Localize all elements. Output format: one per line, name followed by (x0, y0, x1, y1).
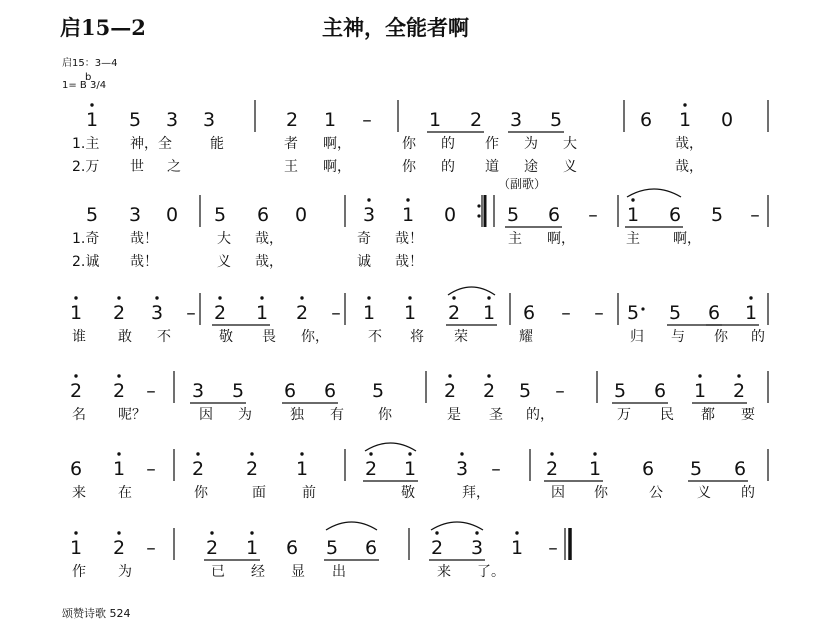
lyric-syllable: 显 (291, 564, 305, 580)
lyric-syllable: 将 (410, 329, 424, 345)
octave-dot (369, 452, 372, 455)
octave-dot (631, 198, 634, 201)
octave-dot (408, 452, 411, 455)
note: 1 (295, 458, 309, 480)
lyric-syllable: 啊， (323, 159, 351, 175)
lyric-syllable: 奇 (357, 231, 371, 247)
note: 1 (428, 109, 442, 131)
staff-system (70, 449, 768, 501)
lyric-syllable: 哉， (255, 254, 283, 270)
note: – (146, 458, 156, 480)
lyric-syllable: 哉！ (130, 231, 158, 247)
octave-dot (155, 296, 158, 299)
octave-dot (117, 374, 120, 377)
lyric-syllable: 面 (252, 485, 266, 501)
lyric-syllable: 已 (211, 564, 225, 580)
lyric-syllable: 来 (72, 485, 86, 501)
source-note: 颂赞诗歌 524 (62, 607, 131, 620)
note: 5 (613, 380, 627, 402)
note: 5 (128, 109, 142, 131)
lyric-syllable: 哉， (255, 231, 283, 247)
staff-system (70, 371, 768, 423)
note: 0 (443, 204, 457, 226)
chorus-label: （副歌） (498, 177, 547, 191)
note: 1 (403, 302, 417, 324)
note: 3 (128, 204, 142, 226)
note: 0 (165, 204, 179, 226)
slur (627, 189, 681, 197)
lyric-syllable: 义 (217, 254, 231, 270)
note: 1 (245, 537, 259, 559)
lyric-syllable: 公 (649, 485, 663, 501)
lyric-syllable: 为 (524, 136, 538, 152)
note: 6 (639, 109, 653, 131)
octave-dot (435, 531, 438, 534)
lyric-syllable: 为 (118, 564, 132, 580)
note: 5 (689, 458, 703, 480)
lyric-syllable: 万 (617, 407, 631, 423)
note: 3 (191, 380, 205, 402)
note: 2 (205, 537, 219, 559)
octave-dot (74, 296, 77, 299)
lyric-syllable: 不 (157, 329, 171, 345)
lyric-syllable: 在 (118, 485, 132, 501)
note: – (555, 380, 565, 402)
note: 6 (283, 380, 297, 402)
lyric-syllable: 主 (508, 231, 522, 247)
octave-dot (218, 296, 221, 299)
lyric-syllable: 能 (210, 136, 224, 152)
note: 5 (213, 204, 227, 226)
octave-dot (117, 296, 120, 299)
lyric-syllable: 独 (290, 407, 304, 423)
note: 5 (371, 380, 385, 402)
lyric-syllable: 与 (671, 329, 685, 345)
lyric-syllable: 你， (301, 329, 329, 345)
hymn-number: 启15—2 (60, 15, 146, 40)
note: 3 (455, 458, 469, 480)
lyric-syllable: 的 (751, 329, 765, 345)
octave-dot (515, 531, 518, 534)
octave-dot (117, 531, 120, 534)
lyric-syllable: 敬 (219, 329, 233, 345)
lyric-syllable: 哉！ (395, 254, 423, 270)
octave-dot (117, 452, 120, 455)
lyric-syllable: 大 (563, 136, 577, 152)
octave-dot (452, 296, 455, 299)
note: 1 (693, 380, 707, 402)
lyric-syllable: 不 (368, 329, 382, 345)
octave-dot (250, 531, 253, 534)
lyric-syllable: 作 (485, 136, 499, 152)
note: 6 (641, 458, 655, 480)
note: – (186, 302, 196, 324)
note: 1 (678, 109, 692, 131)
lyric-syllable: 敢 (118, 329, 132, 345)
note: 0 (720, 109, 734, 131)
note: 6 (522, 302, 536, 324)
octave-dot (210, 531, 213, 534)
lyric-syllable: 1.奇 (72, 231, 100, 247)
note: 2 (732, 380, 746, 402)
note: – (491, 458, 501, 480)
lyric-syllable: 来 (437, 564, 451, 580)
repeat-dot (477, 214, 480, 217)
lyric-syllable: 的 (441, 159, 455, 175)
staff-system (72, 100, 768, 175)
note: 3 (202, 109, 216, 131)
note: 2 (482, 380, 496, 402)
octave-dot (260, 296, 263, 299)
lyric-syllable: 拜， (462, 485, 490, 501)
lyric-syllable: 2.万 (72, 159, 100, 175)
octave-dot (749, 296, 752, 299)
lyric-syllable: 作 (72, 564, 86, 580)
note: 6 (707, 302, 721, 324)
lyric-syllable: 啊， (323, 136, 351, 152)
octave-dot (448, 374, 451, 377)
note: 6 (323, 380, 337, 402)
lyric-syllable: 你 (594, 485, 608, 501)
note: 2 (112, 380, 126, 402)
octave-dot (460, 452, 463, 455)
lyric-syllable: 哉！ (130, 254, 158, 270)
octave-dot (550, 452, 553, 455)
note: 2 (469, 109, 483, 131)
note: 5 (325, 537, 339, 559)
lyric-syllable: 者 (284, 136, 298, 152)
key-signature: 1= B 3/4 (62, 80, 107, 91)
note: 2 (112, 537, 126, 559)
slur (326, 522, 377, 530)
note: – (362, 109, 372, 131)
lyric-syllable: 的 (441, 136, 455, 152)
note: 5 (626, 302, 640, 324)
note: – (561, 302, 571, 324)
lyric-syllable: 义 (563, 159, 577, 175)
lyric-syllable: 哉！ (395, 231, 423, 247)
lyric-syllable: 大 (217, 231, 231, 247)
key-flat-sign: b (85, 72, 92, 83)
note: 6 (69, 458, 83, 480)
octave-dot (683, 103, 686, 106)
note: 3 (362, 204, 376, 226)
note: 1 (362, 302, 376, 324)
note: 1 (401, 204, 415, 226)
lyric-syllable: 世 (130, 159, 144, 175)
lyric-syllable: 谁 (72, 329, 86, 345)
note: 5 (518, 380, 532, 402)
lyric-syllable: 前 (302, 485, 316, 501)
octave-dot (475, 531, 478, 534)
lyric-syllable: 经 (251, 564, 265, 580)
octave-dot (406, 198, 409, 201)
octave-dot (300, 452, 303, 455)
note: 2 (430, 537, 444, 559)
note: 3 (509, 109, 523, 131)
note: – (331, 302, 341, 324)
slur (448, 287, 495, 295)
lyric-syllable: 圣 (489, 407, 503, 423)
lyric-syllable: 荣 (454, 329, 468, 345)
note: 1 (85, 109, 99, 131)
note: 2 (245, 458, 259, 480)
octave-dot (367, 296, 370, 299)
lyric-syllable: 你 (402, 159, 416, 175)
octave-dot (698, 374, 701, 377)
lyric-syllable: 有 (330, 407, 344, 423)
note: 1 (112, 458, 126, 480)
note: 1 (588, 458, 602, 480)
lyric-syllable: 途 (524, 159, 538, 175)
note: 5 (506, 204, 520, 226)
note: 1 (626, 204, 640, 226)
note: – (548, 537, 558, 559)
octave-dot (300, 296, 303, 299)
note: 2 (295, 302, 309, 324)
lyric-syllable: 哉， (675, 159, 703, 175)
note: 2 (213, 302, 227, 324)
note: 3 (470, 537, 484, 559)
note: 3 (165, 109, 179, 131)
octave-dot (487, 296, 490, 299)
lyric-syllable: 啊， (673, 231, 701, 247)
note: 1 (323, 109, 337, 131)
lyric-syllable: 了。 (477, 564, 505, 580)
note: 6 (653, 380, 667, 402)
lyric-syllable: 哉， (675, 136, 703, 152)
octave-dot (737, 374, 740, 377)
note: 1 (69, 537, 83, 559)
lyric-syllable: 你 (194, 485, 208, 501)
note: 2 (191, 458, 205, 480)
note: 2 (285, 109, 299, 131)
augmentation-dot (641, 307, 644, 310)
note: 1 (69, 302, 83, 324)
lyric-syllable: 你 (714, 329, 728, 345)
slur (365, 443, 416, 451)
lyric-syllable: 耀 (519, 329, 533, 345)
note: – (750, 204, 760, 226)
note: – (146, 537, 156, 559)
octave-dot (487, 374, 490, 377)
lyric-syllable: 主 (626, 231, 640, 247)
note: 1 (482, 302, 496, 324)
slur (431, 522, 483, 530)
lyric-syllable: 王 (284, 159, 298, 175)
note: 2 (545, 458, 559, 480)
lyric-syllable: 道 (485, 159, 499, 175)
note: – (594, 302, 604, 324)
lyric-syllable: 要 (741, 407, 755, 423)
staff-system (72, 177, 768, 270)
note: 2 (69, 380, 83, 402)
note: 5 (231, 380, 245, 402)
staff-system (70, 293, 768, 345)
note: 6 (668, 204, 682, 226)
octave-dot (74, 374, 77, 377)
lyric-syllable: 诚 (357, 254, 371, 270)
note: 5 (549, 109, 563, 131)
lyric-syllable: 敬 (401, 485, 415, 501)
lyric-syllable: 你 (402, 136, 416, 152)
note: 2 (364, 458, 378, 480)
lyric-syllable: 是 (447, 407, 461, 423)
lyric-syllable: 都 (701, 407, 715, 423)
lyric-syllable: 的， (526, 407, 554, 423)
lyric-syllable: 民 (660, 407, 674, 423)
octave-dot (250, 452, 253, 455)
lyric-syllable: 啊， (547, 231, 575, 247)
staff-system (70, 528, 570, 580)
octave-dot (196, 452, 199, 455)
note: 6 (547, 204, 561, 226)
note: 1 (255, 302, 269, 324)
lyric-syllable: 因 (551, 485, 565, 501)
octave-dot (593, 452, 596, 455)
lyric-syllable: 神，全 (130, 136, 172, 152)
octave-dot (74, 531, 77, 534)
song-title: 主神，全能者啊 (322, 15, 469, 40)
note: 2 (447, 302, 461, 324)
note: 3 (150, 302, 164, 324)
octave-dot (367, 198, 370, 201)
lyric-syllable: 义 (697, 485, 711, 501)
lyric-syllable: 的 (741, 485, 755, 501)
note: 5 (668, 302, 682, 324)
repeat-dot (477, 204, 480, 207)
note: – (588, 204, 598, 226)
lyric-syllable: 之 (167, 159, 181, 175)
note: 6 (285, 537, 299, 559)
note: 5 (85, 204, 99, 226)
note: 1 (744, 302, 758, 324)
lyric-syllable: 为 (238, 407, 252, 423)
note: 6 (256, 204, 270, 226)
note: 2 (443, 380, 457, 402)
note: 0 (294, 204, 308, 226)
note: 6 (364, 537, 378, 559)
lyric-syllable: 名 (72, 407, 86, 423)
lyric-syllable: 畏 (262, 329, 276, 345)
lyric-syllable: 归 (630, 329, 644, 345)
scripture-reference: 启15：3—4 (62, 58, 118, 69)
lyric-syllable: 出 (332, 564, 346, 580)
octave-dot (90, 103, 93, 106)
note: 1 (510, 537, 524, 559)
note: 5 (710, 204, 724, 226)
lyric-syllable: 2.诚 (72, 254, 100, 270)
lyric-syllable: 1.主 (72, 136, 100, 152)
octave-dot (408, 296, 411, 299)
lyric-syllable: 你 (378, 407, 392, 423)
note: – (146, 380, 156, 402)
note: 2 (112, 302, 126, 324)
lyric-syllable: 因 (199, 407, 213, 423)
lyric-syllable: 呢？ (118, 407, 146, 423)
note: 6 (733, 458, 747, 480)
note: 1 (403, 458, 417, 480)
